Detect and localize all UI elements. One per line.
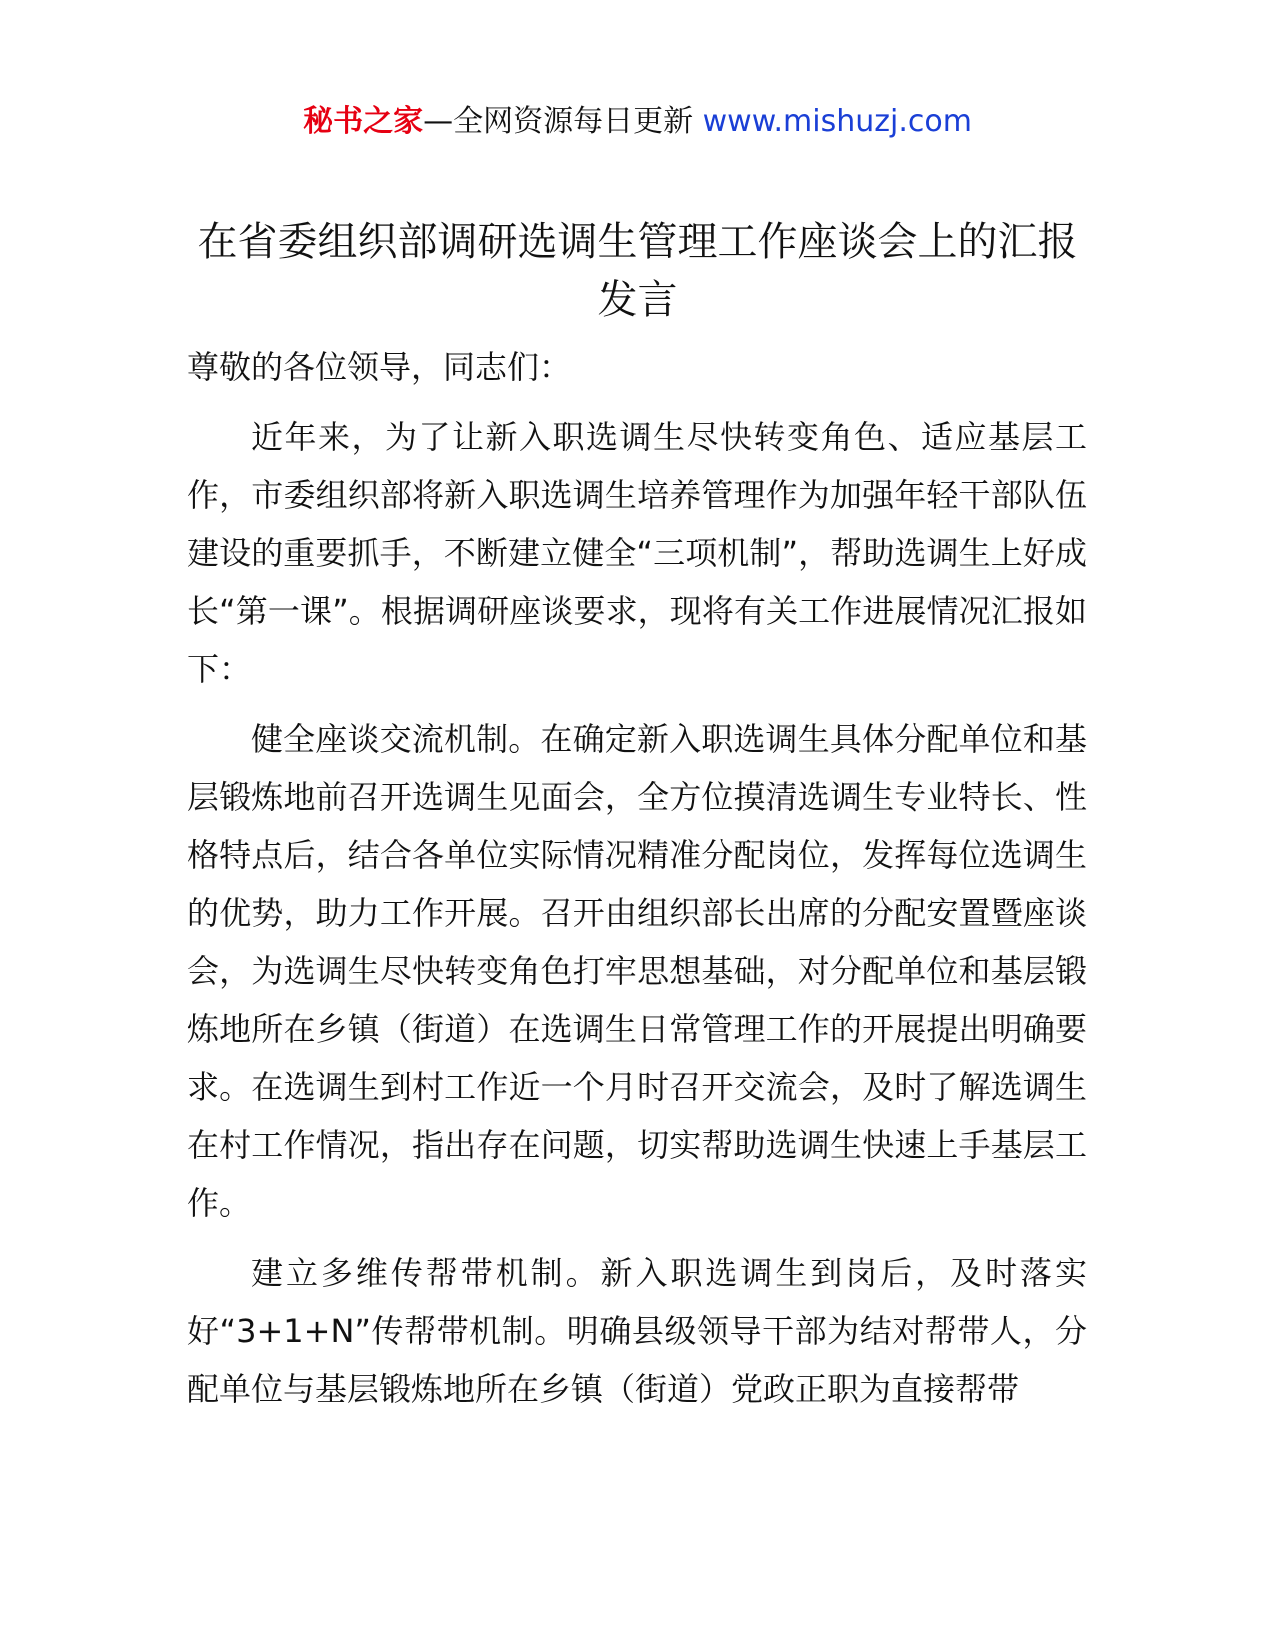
document-title: 在省委组织部调研选调生管理工作座谈会上的汇报发言 bbox=[197, 219, 1078, 323]
site-header bbox=[0, 100, 1275, 144]
brand-name: 秘书之家 bbox=[303, 104, 424, 139]
salutation: 尊敬的各位领导，同志们： bbox=[187, 348, 572, 386]
header-tagline: —全网资源每日更新 bbox=[423, 104, 694, 139]
site-url-link[interactable]: www.mishuzj.com bbox=[702, 104, 972, 139]
paragraph-mentoring-mechanism: 建立多维传帮带机制。新入职选调生到岗后，及时落实好“3+1+N”传帮带机制。明确县级领导干部为结对帮带人，分配单位与基层锻炼地所在乡镇（街道）党政正职为直接帮带 bbox=[187, 1254, 1087, 1408]
paragraph-exchange-mechanism: 健全座谈交流机制。在确定新入职选调生具体分配单位和基层锻炼地前召开选调生见面会，全方位摸清选调生专业特长、性格特点后，结合各单位实际情况精准分配岗位，发挥每位选调生的优势，助力工作开展。召开由组织部长出席的分配安置暨座谈会，为选调生尽快转变角色打牢思想基础，对分配单位和基层锻炼地所在乡镇（街道）在选调生日常管理工作的开展提出明确要求。在选调生到村工作近一个月时召开交流会，及时了解选调生在村工作情况，指出存在问题，切实帮助选调生快速上手基层工作。 bbox=[187, 720, 1087, 1222]
paragraph-intro: 近年来，为了让新入职选调生尽快转变角色、适应基层工作，市委组织部将新入职选调生培养管理作为加强年轻干部队伍建设的重要抓手，不断建立健全“三项机制”，帮助选调生上好成长“第一课”。根据调研座谈要求，现将有关工作进展情况汇报如下： bbox=[187, 418, 1087, 688]
document-body bbox=[187, 338, 1087, 1430]
